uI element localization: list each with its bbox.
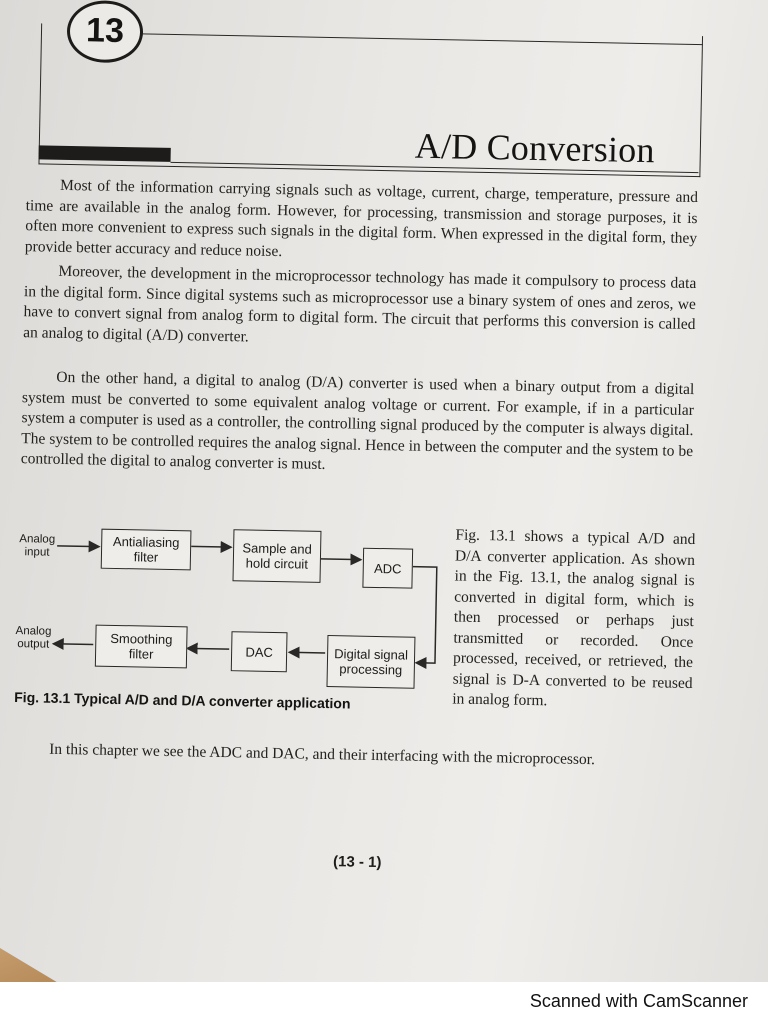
page-number: (13 - 1) — [332, 853, 382, 872]
figure-caption: Fig. 13.1 Typical A/D and D/A converter application — [14, 689, 351, 712]
arrow-input-to-antialiasing — [57, 546, 99, 547]
paragraph-2: Moreover, the development in the microprocessor technology has made it compulsory to process data in the digital form. Since digital systems such as microprocessor use a binary system of ones and zeros, we have to convert signal from analog form to digital form. The circuit that performs this conversion is called an analog to digital (A/D) converter. — [23, 262, 697, 345]
analog-input-label — [13, 533, 61, 560]
adc-block: ADC — [362, 548, 413, 589]
analog-output-label — [9, 625, 57, 652]
analog-output-label-line1: Analog — [15, 625, 52, 638]
closing-paragraph: In this chapter we see the ADC and DAC, and their interfacing with the microprocessor. — [49, 740, 596, 769]
figure-description: Fig. 13.1 shows a typical A/D and D/A converter application. As shown in the Fig. 13.1, the analog signal is converted in digital form, which is then processed or perhaps just transmitted or recorded. Once processed, received, or retrieved, the signal is D-A converted to be reused in analog form. — [452, 526, 696, 710]
smoothing-filter-block: Smoothing filter — [95, 625, 188, 669]
dsp-block: Digital signal processing — [326, 635, 415, 689]
chapter-title-bar — [39, 145, 171, 162]
antialiasing-filter-block: Antialiasing filter — [101, 529, 192, 571]
dac-block: DAC — [231, 631, 288, 672]
sample-hold-block: Sample and hold circuit — [232, 529, 321, 583]
arrow-antialiasing-to-sample — [191, 546, 231, 547]
chapter-title: A/D Conversion — [414, 125, 656, 171]
chapter-number: 13 — [66, 0, 143, 63]
paragraph-3: On the other hand, a digital to analog (D/A) converter is used when a binary output from a digital system must be converted to some equivalent analog voltage or current. For example, if in a particular system a computer is used as a controller, the controlling signal produced by the computer is always digital. The system to be controlled requires the analog signal. Hence in between the computer and the system to be controlled the digital to analog converter is must. — [20, 368, 695, 473]
scanner-watermark: Scanned with CamScanner — [529, 991, 748, 1011]
paragraph-1: Most of the information carrying signals such as voltage, current, charge, temperature, pressure and time are available in the analog form. However, for processing, transmission and storage purposes, it is often more convenient to express such signals in the digital form. When expressed in the digital form, they provide better accuracy and reduce noise. — [24, 176, 699, 260]
analog-input-label-line2: input — [24, 546, 50, 559]
arrow-dac-to-smoothing — [187, 648, 229, 649]
analog-output-label-line2: output — [17, 638, 50, 651]
analog-input-label-line1: Analog — [19, 533, 56, 546]
arrow-sample-to-adc — [321, 559, 361, 560]
figure-13-1-diagram — [9, 513, 442, 691]
arrow-dsp-to-dac — [289, 652, 325, 653]
arrow-smoothing-to-output — [53, 644, 93, 645]
